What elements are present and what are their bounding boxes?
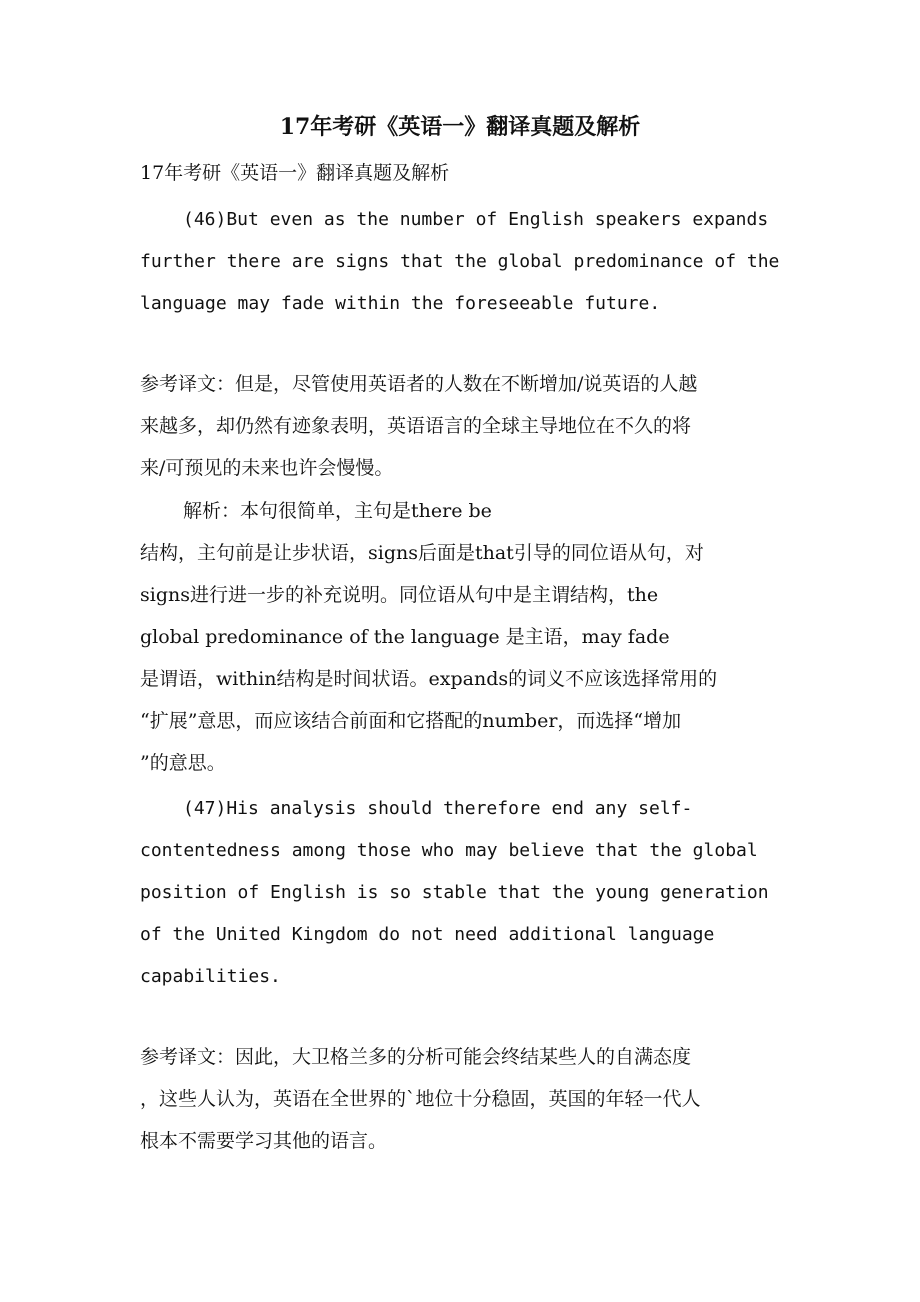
q47-line: of the United Kingdom do not need additional language [140,924,715,945]
q46-analysis-line: 是谓语，within结构是时间状语。expands的词义不应该选择常用的 [140,668,718,690]
q46-analysis-line: 解析：本句很简单，主句是there be [183,500,492,522]
q46-line: further there are signs that the global predominance of the [140,251,780,272]
q47-translation-line: 根本不需要学习其他的语言。 [140,1130,388,1152]
q46-analysis-line: 结构，主句前是让步状语，signs后面是that引导的同位语从句，对 [140,542,704,564]
q46-translation-line: 来/可预见的未来也许会慢慢。 [140,457,394,479]
q47-line: (47)His analysis should therefore end any self- [183,798,693,819]
document-title: 17年考研《英语一》翻译真题及解析 [279,114,641,140]
q46-translation-line: 参考译文：但是，尽管使用英语者的人数在不断增加/说英语的人越 [140,373,698,395]
q46-line: (46)But even as the number of English speakers expands [183,209,769,230]
q46-analysis-line: “扩展”意思，而应该结合前面和它搭配的number，而选择“增加 [140,710,682,732]
q47-translation-line: 参考译文：因此，大卫格兰多的分析可能会终结某些人的自满态度 [140,1046,692,1068]
q46-translation-line: 来越多，却仍然有迹象表明，英语语言的全球主导地位在不久的将 [140,415,692,437]
q46-analysis-line: ”的意思。 [140,752,226,774]
q46-line: language may fade within the foreseeable future. [140,293,661,314]
q46-analysis-line: signs进行进一步的补充说明。同位语从句中是主谓结构，the [140,584,659,606]
document-subtitle: 17年考研《英语一》翻译真题及解析 [140,162,450,184]
q47-translation-line: ，这些人认为，英语在全世界的`地位十分稳固，英国的年轻一代人 [140,1088,701,1110]
q47-line: capabilities. [140,966,281,987]
q47-line: contentedness among those who may believe that the global [140,840,758,861]
q47-line: position of English is so stable that the young generation [140,882,769,903]
q46-analysis-line: global predominance of the language 是主语，may fade [140,626,670,648]
